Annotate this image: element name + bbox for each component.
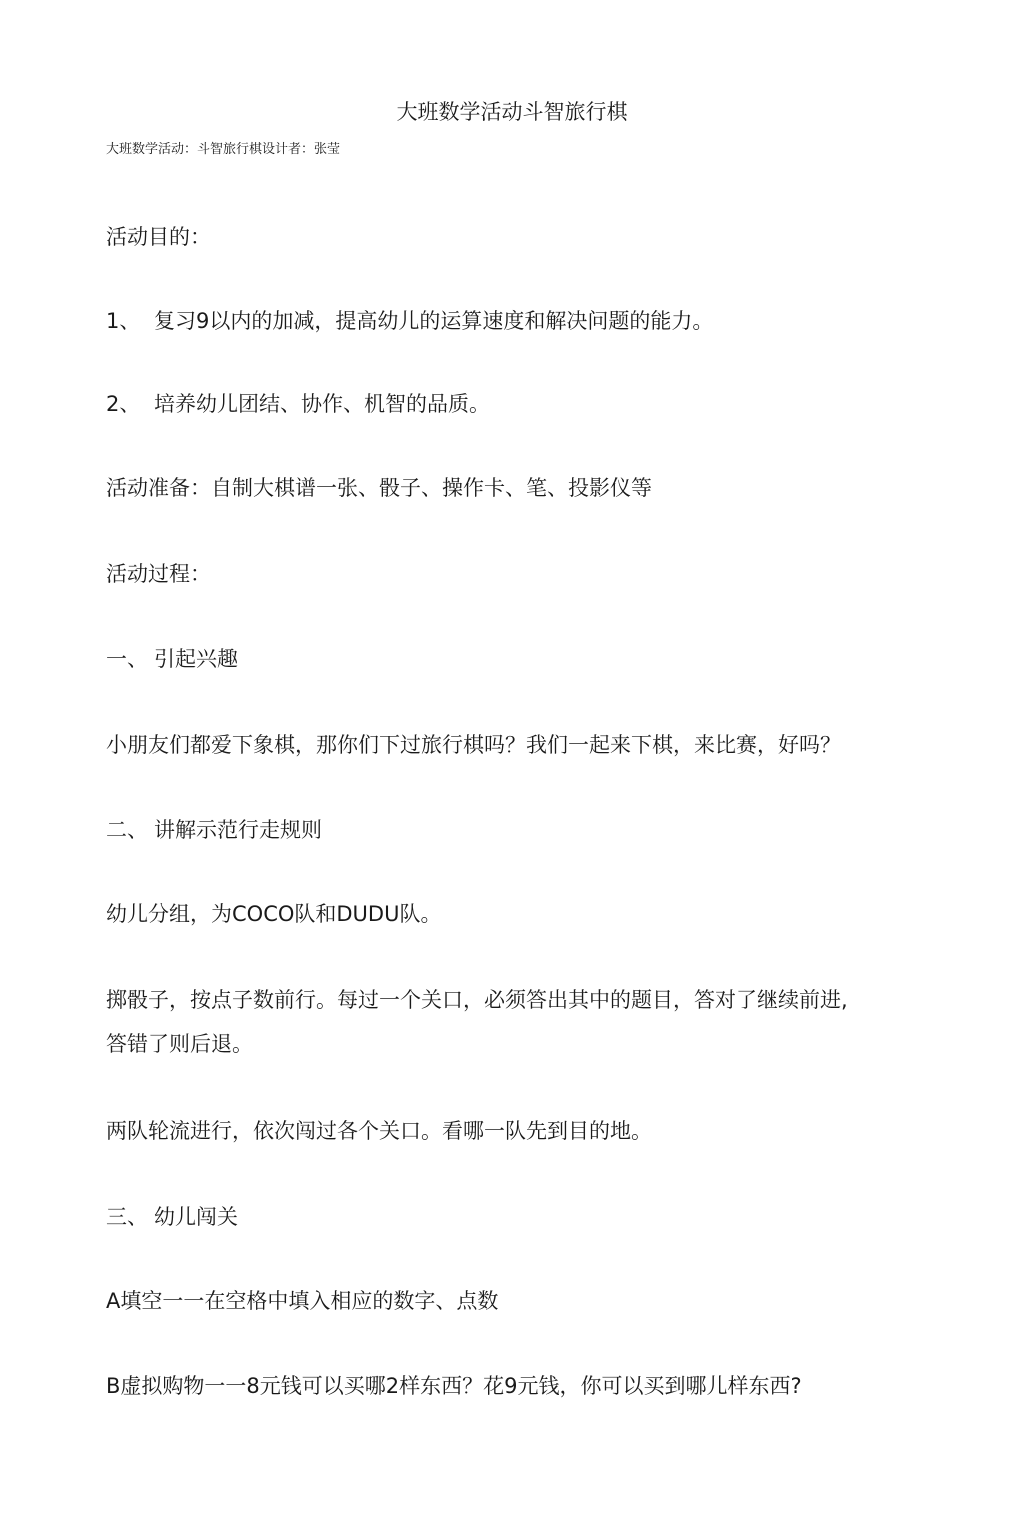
- step-1: [106, 645, 238, 673]
- doc-subtitle: 大班数学活动：斗智旅行棋设计者：张莹: [106, 142, 341, 157]
- step-1-number: 一、: [106, 647, 148, 671]
- goal-item-2: [106, 390, 490, 418]
- preparation-line: 活动准备：自制大棋谱一张、骰子、操作卡、笔、投影仪等: [106, 476, 652, 500]
- step-2-number: 二、: [106, 818, 148, 842]
- paragraph-3-line-2: 答错了则后退。: [106, 1032, 253, 1056]
- item-b: B虚拟购物一一8元钱可以买哪2样东西？花9元钱，你可以买到哪儿样东西?: [106, 1374, 802, 1398]
- goal-item-2-text: 培养幼儿团结、协作、机智的品质。: [154, 392, 490, 416]
- step-3: [106, 1203, 238, 1231]
- step-2-text: 讲解示范行走规则: [154, 818, 322, 842]
- step-3-number: 三、: [106, 1205, 148, 1229]
- goal-item-1-number: 1、: [106, 309, 141, 333]
- goal-heading: 活动目的：: [106, 225, 211, 249]
- item-a: A填空一一在空格中填入相应的数字、点数: [106, 1289, 499, 1313]
- goal-item-1-text: 复习9以内的加减，提高幼儿的运算速度和解决问题的能力。: [154, 309, 714, 333]
- paragraph-2: 幼儿分组，为COCO队和DUDU队。: [106, 902, 442, 926]
- process-heading: 活动过程：: [106, 562, 211, 586]
- paragraph-3-line-1: 掷骰子，按点子数前行。每过一个关口，必须答出其中的题目，答对了继续前进,: [106, 988, 848, 1012]
- step-2: [106, 816, 322, 844]
- paragraph-1: 小朋友们都爱下象棋，那你们下过旅行棋吗？我们一起来下棋，来比赛，好吗？: [106, 733, 841, 757]
- paragraph-4: 两队轮流进行，依次闯过各个关口。看哪一队先到目的地。: [106, 1119, 652, 1143]
- step-3-text: 幼儿闯关: [154, 1205, 238, 1229]
- step-1-text: 引起兴趣: [154, 647, 238, 671]
- goal-item-1: [106, 307, 713, 335]
- doc-title: 大班数学活动斗智旅行棋: [396, 100, 628, 124]
- goal-item-2-number: 2、: [106, 392, 141, 416]
